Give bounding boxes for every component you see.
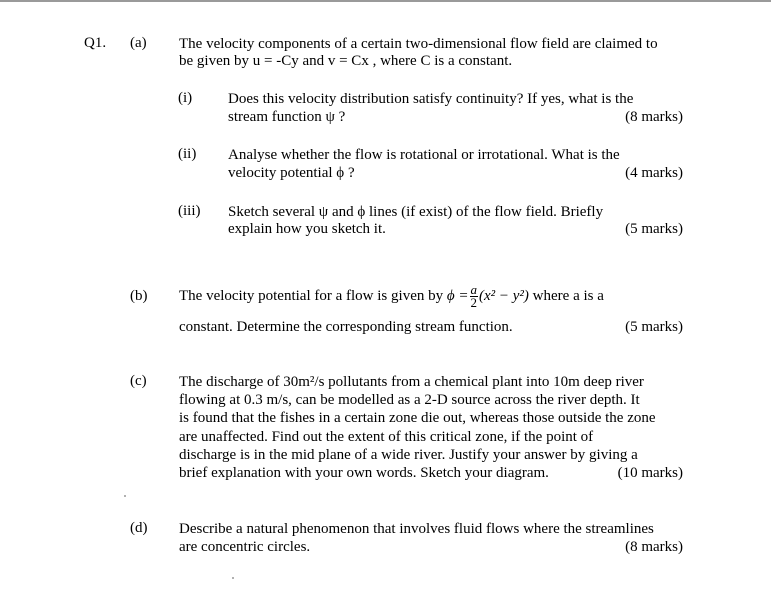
question-number: Q1. bbox=[84, 35, 107, 51]
part-c-line: The discharge of 30m²/s pollutants from a chemical plant into 10m deep river bbox=[179, 374, 644, 390]
part-a-label: (a) bbox=[130, 35, 147, 51]
part-a-i-line1: Does this velocity distribution satisfy continuity? If yes, what is the bbox=[228, 91, 634, 107]
part-a-iii-label: (iii) bbox=[178, 203, 201, 219]
scan-speck bbox=[124, 495, 126, 497]
part-c-marks: (10 marks) bbox=[617, 465, 683, 481]
part-a-ii-line2: velocity potential ϕ ? bbox=[228, 165, 355, 181]
part-c-line: are unaffected. Find out the extent of this critical zone, if the point of bbox=[179, 429, 594, 445]
part-a-i-label: (i) bbox=[178, 90, 193, 106]
part-c-line: is found that the fishes in a certain zone die out, whereas those outside the zone bbox=[179, 410, 656, 426]
part-a-intro-line2: be given by u = -Cy and v = Cx , where C is a constant. bbox=[179, 53, 513, 69]
part-c-line: brief explanation with your own words. Sketch your diagram. bbox=[179, 465, 549, 481]
part-b-text-before: The velocity potential for a flow is given by bbox=[179, 288, 444, 304]
part-a-i-marks: (8 marks) bbox=[625, 109, 683, 125]
part-d-line2: are concentric circles. bbox=[179, 539, 311, 555]
equation-numerator: a bbox=[470, 282, 477, 298]
part-c-line: flowing at 0.3 m/s, can be modelled as a 2-D source across the river depth. It bbox=[179, 392, 640, 408]
part-c-line: discharge is in the mid plane of a wide river. Justify your answer by giving a bbox=[179, 447, 638, 463]
part-b-line1 bbox=[179, 280, 604, 312]
equation-denominator: 2 bbox=[470, 295, 477, 311]
part-a-ii-label: (ii) bbox=[178, 146, 197, 162]
part-b-text-after: where a is a bbox=[532, 288, 604, 304]
part-b-label: (b) bbox=[130, 288, 148, 304]
equation-fraction bbox=[470, 284, 479, 309]
part-d-label: (d) bbox=[130, 520, 148, 536]
part-a-intro-line1: The velocity components of a certain two-dimensional flow field are claimed to bbox=[179, 36, 658, 52]
part-c-label: (c) bbox=[130, 373, 147, 389]
part-b-line2: constant. Determine the corresponding stream function. bbox=[179, 319, 513, 335]
part-a-ii-line1: Analyse whether the flow is rotational or irrotational. What is the bbox=[228, 147, 620, 163]
equation-rhs: (x² − y²) bbox=[479, 288, 529, 304]
part-a-iii-line1: Sketch several ψ and ϕ lines (if exist) of the flow field. Briefly bbox=[228, 204, 604, 220]
part-d-line1: Describe a natural phenomenon that involves fluid flows where the streamlines bbox=[179, 521, 654, 537]
scan-speck bbox=[232, 577, 234, 579]
part-a-iii-marks: (5 marks) bbox=[625, 221, 683, 237]
equation-lhs: ϕ = bbox=[446, 288, 469, 304]
part-a-ii-marks: (4 marks) bbox=[625, 165, 683, 181]
top-border-line bbox=[0, 0, 771, 2]
part-a-iii-line2: explain how you sketch it. bbox=[228, 221, 386, 237]
velocity-potential-equation bbox=[446, 282, 533, 311]
part-a-i-line2: stream function ψ ? bbox=[228, 109, 346, 125]
part-b-marks: (5 marks) bbox=[625, 319, 683, 335]
part-d-marks: (8 marks) bbox=[625, 539, 683, 555]
